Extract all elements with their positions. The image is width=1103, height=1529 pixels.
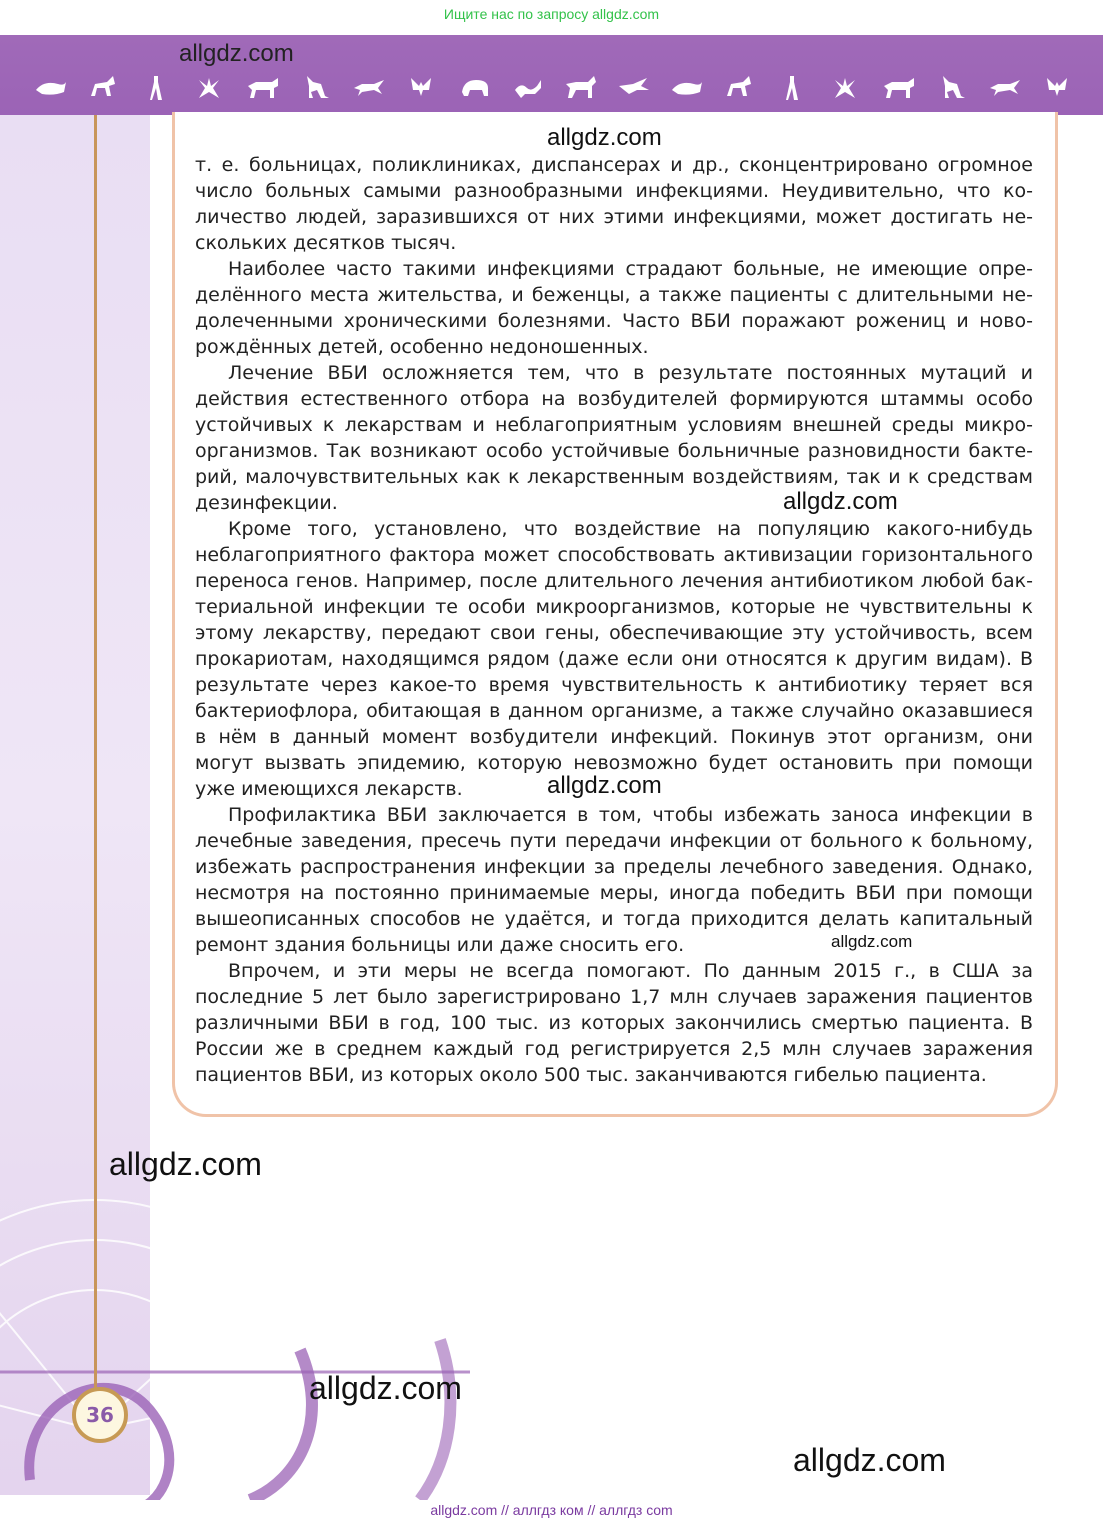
scorpion-icon — [515, 80, 541, 98]
paragraph-3: Лечение ВБИ осложняется тем, что в результате постоянных мутаций и действия естественного отбора на возбудителей формируются штаммы особо устойчивых к лекарствам и неблагоприятным условиям внешней среды микроорганизмов. Так возникают особо устойчивые больничные разновидности бактерий, малочувствительных как к лекарственным воздействиям, так и к средствам дезинфекции. — [195, 362, 1033, 514]
whale-icon — [36, 82, 66, 95]
watermark-4: allgdz.com — [831, 932, 913, 951]
watermark-2: allgdz.com — [783, 488, 898, 515]
butterfly-icon — [411, 78, 431, 96]
watermark-6: allgdz.com — [309, 1370, 462, 1406]
lizard-icon — [354, 80, 384, 96]
zodiac-circle-decoration — [0, 1180, 480, 1500]
bull-icon — [884, 78, 914, 98]
paragraph-4: Кроме того, установлено, что воздействие на популяцию какого-нибудь неблагоприятного фактора может способствовать активизации горизонтального переноса генов. Например, после длительного лечения антибиотиком любой бактериальной инфекции те особи микроорганизмов, которые не чувствительны к этому лекарству, передают свои гены, обеспечивающие эту устойчивость, всем прокариотам, находящимся рядом (даже если они относятся к другим видам). В результате через какое-то время чувствительность к антибиотику теряет вся бактериофлора, обитающая в данном организме, а также случайно оказавшиеся в нём в данный момент возбудители инфекций. Покинув этот организм, они могут вызвать эпидемию, которую невозможно будет остановить при помощи уже имеющихся лекарств. — [195, 518, 1033, 800]
bird-icon — [619, 78, 649, 94]
meerkat-icon — [150, 76, 162, 100]
paragraph-1: т. е. больницах, поликлиниках, диспансерах и др., сконцентрировано огромное число больных самыми разнообразными инфекциями. Неудивительно, что количество людей, заразившихся от них этими инфекциями, может достигать нескольких десятков тысяч. — [195, 154, 1033, 254]
horse-icon — [566, 76, 596, 98]
insect-icon — [835, 78, 855, 98]
boar-icon — [462, 80, 488, 96]
paragraph-2: Наиболее часто такими инфекциями страдают больные, не имеющие определённого места жительства, и беженцы, а также пациенты с длительными недолеченными хроническими болезнями. Часто ВБИ поражают рожениц и новорождённых детей, особенно недоношенных. — [195, 258, 1033, 358]
top-promo-text: Ищите нас по запросу allgdz.com — [443, 6, 660, 22]
page-number: 36 — [72, 1387, 128, 1443]
bull-icon — [248, 78, 278, 98]
deer-icon — [727, 76, 751, 96]
insect-icon — [199, 78, 219, 98]
paragraph-5: Профилактика ВБИ заключается в том, чтобы избежать заноса инфекции в лечебные заведения, пресечь пути передачи инфекции от больного к больному, избежать распространения инфекции за пределы лечебного заведения. Однако, несмотря на постоянно принимаемые меры, иногда победить ВБИ при помощи вышеописанных способов не удаётся, и тогда приходится делать капитальный ремонт здания больницы или даже сносить его. — [195, 804, 1033, 956]
butterfly-icon — [1047, 78, 1067, 96]
watermark-7: allgdz.com — [793, 1442, 946, 1478]
lizard-icon — [990, 80, 1020, 96]
kangaroo-icon — [943, 76, 965, 98]
whale-icon — [672, 82, 702, 95]
vertical-margin-line — [94, 115, 97, 1405]
animal-silhouette-strip — [30, 72, 1090, 104]
bottom-promo-text: allgdz.com // аллгдз ком // аллгдз com — [430, 1502, 673, 1518]
meerkat-icon — [786, 76, 798, 100]
paragraph-6: Впрочем, и эти меры не всегда помогают. По данным 2015 г., в США за последние 5 лет было зарегистрировано 1,7 млн случаев заражения пациентов различными ВБИ в год, 100 тыс. из которых закончились смертью пациента. В России же в среднем каждый год регистрируется 2,5 млн случаев заражения пациентов ВБИ, из которых около 500 тыс. заканчиваются гибелью пациента. — [195, 960, 1033, 1086]
header-site-watermark: allgdz.com — [179, 40, 294, 67]
deer-icon — [91, 76, 115, 96]
watermark-5: allgdz.com — [109, 1146, 262, 1182]
watermark-3: allgdz.com — [547, 772, 662, 799]
kangaroo-icon — [307, 76, 329, 98]
watermark-1: allgdz.com — [547, 124, 662, 151]
